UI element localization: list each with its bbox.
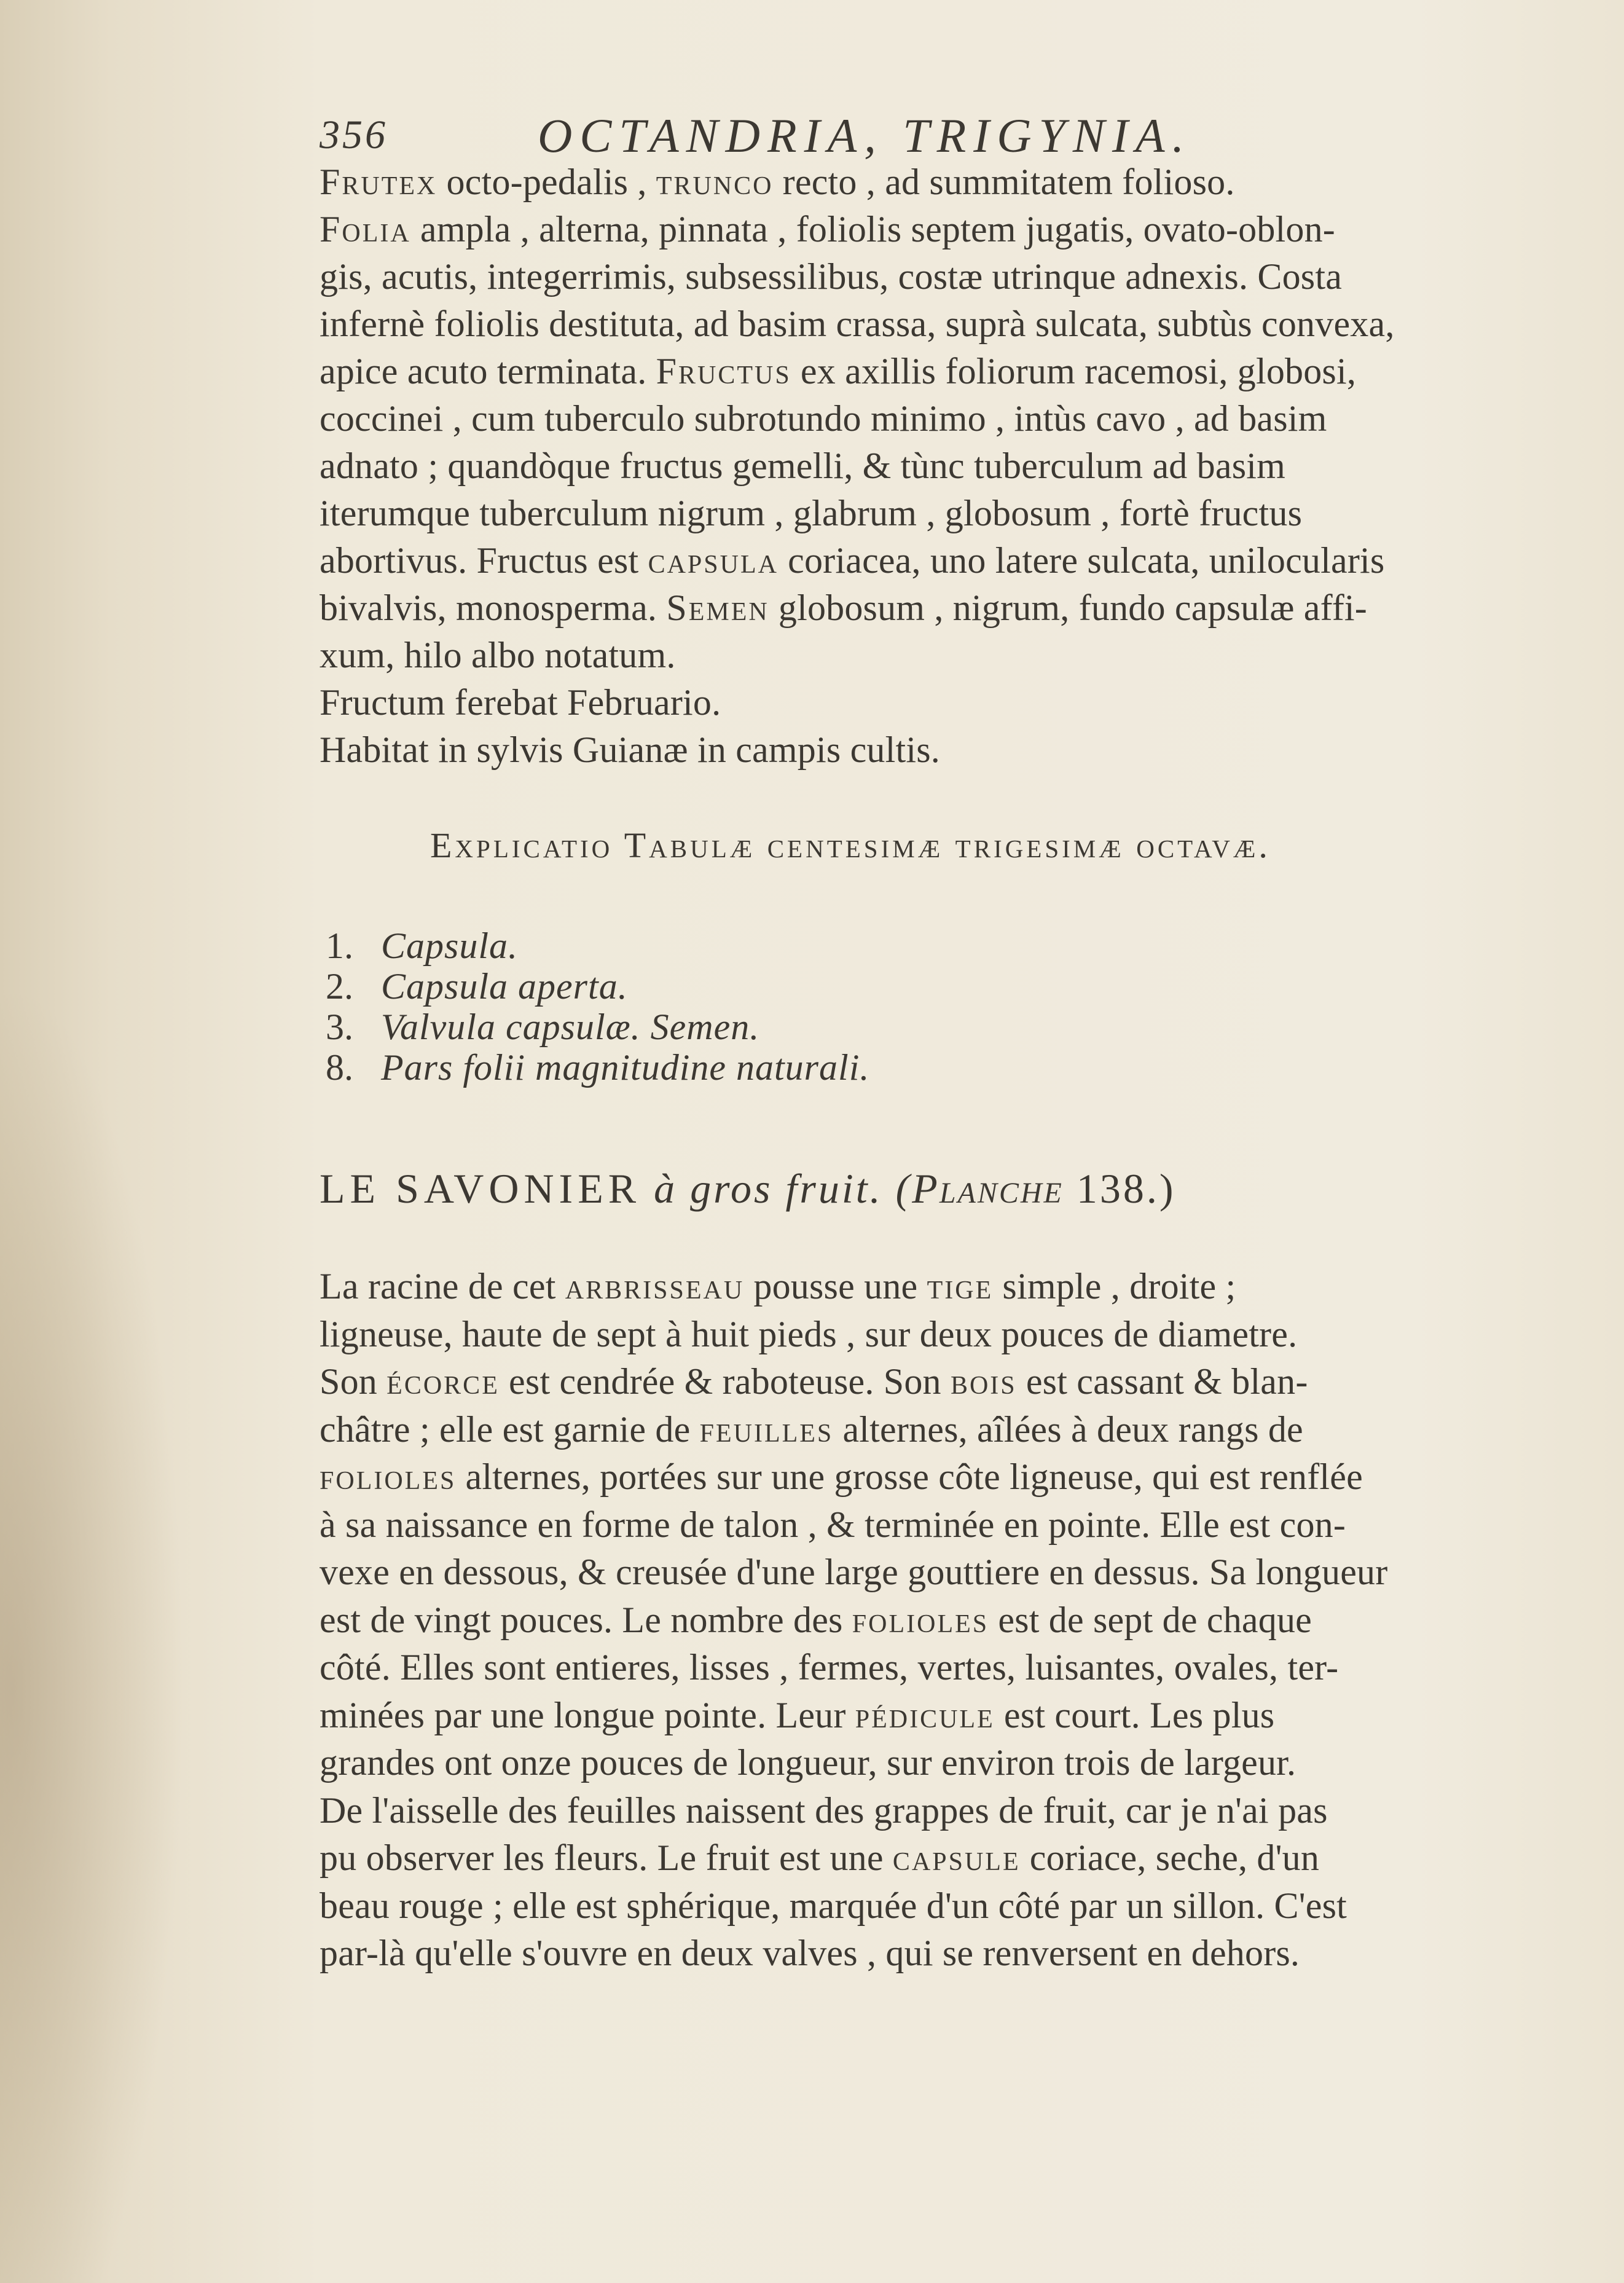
french-title-plate-word: Planche bbox=[912, 1165, 1064, 1212]
latin-line bbox=[320, 584, 1548, 631]
french-text-run: La racine de cet bbox=[320, 1266, 565, 1307]
latin-line bbox=[320, 348, 1548, 395]
french-text-run: beau rouge ; elle est sphérique, marquée d'un côté par un sillon. C'est bbox=[320, 1885, 1347, 1926]
latin-line bbox=[320, 679, 1548, 726]
latin-text-run: xum, hilo albo notatum. bbox=[320, 635, 676, 675]
latin-line bbox=[320, 442, 1548, 489]
french-text-run: est de sept de chaque bbox=[989, 1599, 1312, 1640]
latin-text-run: coriacea, uno latere sulcata, unilocularis bbox=[778, 540, 1385, 581]
latin-line bbox=[320, 632, 1548, 678]
french-title-plate-open: ( bbox=[895, 1165, 912, 1212]
plate-item-number: 1. bbox=[326, 925, 353, 966]
french-text-run: bois bbox=[950, 1361, 1017, 1402]
french-text-run: ligneuse, haute de sept à huit pieds , sur deux pouces de diametre. bbox=[320, 1313, 1298, 1354]
latin-text-run: adnato ; quandòque fructus gemelli, & tùnc tuberculum ad basim bbox=[320, 446, 1285, 486]
plate-item-caption: Capsula aperta. bbox=[381, 966, 628, 1007]
french-text-run: folioles bbox=[852, 1599, 989, 1640]
french-text-run: à sa naissance en forme de talon , & terminée en pointe. Elle est con- bbox=[320, 1504, 1346, 1545]
french-line bbox=[320, 1692, 1548, 1739]
latin-text-run: ampla , alterna, pinnata , foliolis septem jugatis, ovato-oblon- bbox=[410, 209, 1335, 250]
latin-line bbox=[320, 537, 1548, 584]
french-line bbox=[320, 1787, 1548, 1834]
plate-item bbox=[326, 1047, 869, 1089]
french-section-title bbox=[320, 1165, 1176, 1213]
plate-item bbox=[326, 925, 518, 967]
plate-item-caption: Valvula capsulæ. Semen. bbox=[381, 1007, 760, 1047]
french-text-run: alternes, aîlées à deux rangs de bbox=[833, 1409, 1303, 1450]
french-text-run: est cassant & blan- bbox=[1016, 1361, 1308, 1402]
latin-line bbox=[320, 726, 1548, 773]
latin-text-run: infernè foliolis destituta, ad basim crassa, suprà sulcata, subtùs convexa, bbox=[320, 304, 1395, 344]
french-line bbox=[320, 1311, 1548, 1358]
french-line bbox=[320, 1406, 1548, 1453]
latin-text-run: Semen bbox=[666, 587, 769, 628]
french-text-run: par-là qu'elle s'ouvre en deux valves , qui se renversent en dehors. bbox=[320, 1933, 1300, 1973]
french-line bbox=[320, 1501, 1548, 1548]
french-text-run: De l'aisselle des feuilles naissent des grappes de fruit, car je n'ai pas bbox=[320, 1790, 1328, 1831]
latin-text-run: Folia bbox=[320, 209, 411, 250]
latin-text-run: bivalvis, monosperma. bbox=[320, 587, 667, 628]
page-stain bbox=[0, 983, 184, 2283]
french-text-run: arbrisseau bbox=[565, 1266, 745, 1307]
page-number: 356 bbox=[320, 112, 388, 157]
french-line bbox=[320, 1263, 1548, 1310]
french-text-run: est cendrée & raboteuse. Son bbox=[499, 1361, 951, 1402]
french-text-run: tige bbox=[927, 1266, 994, 1307]
french-text-run: côté. Elles sont entieres, lisses , fermes, vertes, luisantes, ovales, ter- bbox=[320, 1647, 1339, 1688]
latin-text-run: ex axillis foliorum racemosi, globosi, bbox=[791, 351, 1357, 391]
plate-item-number: 3. bbox=[326, 1007, 353, 1047]
french-text-run: châtre ; elle est garnie de bbox=[320, 1409, 700, 1450]
latin-text-run: Frutex bbox=[320, 162, 437, 202]
french-text-run: feuilles bbox=[699, 1409, 834, 1450]
latin-text-run: iterumque tuberculum nigrum , glabrum , globosum , fortè fructus bbox=[320, 493, 1303, 533]
french-line bbox=[320, 1597, 1548, 1643]
french-line bbox=[320, 1644, 1548, 1691]
french-line bbox=[320, 1453, 1548, 1500]
latin-text-run: Fructus bbox=[656, 351, 791, 391]
french-text-run: vexe en dessous, & creusée d'une large gouttiere en dessus. Sa longueur bbox=[320, 1552, 1388, 1592]
french-line bbox=[320, 1930, 1548, 1976]
latin-text-run: coccinei , cum tuberculo subrotundo minimo , intùs cavo , ad basim bbox=[320, 398, 1327, 439]
french-text-run: pu observer les fleurs. Le fruit est une bbox=[320, 1837, 893, 1878]
plate-explanation-heading: Explicatio Tabulæ centesimæ trigesimæ octavæ. bbox=[430, 825, 1271, 865]
french-text-run: alternes, portées sur une grosse côte ligneuse, qui est renflée bbox=[456, 1456, 1363, 1497]
plate-item-number: 8. bbox=[326, 1047, 353, 1088]
latin-text-run: gis, acutis, integerrimis, subsessilibus, costæ utrinque adnexis. Costa bbox=[320, 256, 1343, 297]
latin-line bbox=[320, 206, 1548, 253]
plate-item bbox=[326, 1006, 759, 1048]
french-title-plate-number: 138.) bbox=[1076, 1165, 1176, 1212]
plate-item-caption: Pars folii magnitudine naturali. bbox=[381, 1047, 870, 1088]
french-text-run: pédicule bbox=[855, 1694, 995, 1735]
latin-text-run: globosum , nigrum, fundo capsulæ affi- bbox=[769, 587, 1367, 628]
french-line bbox=[320, 1739, 1548, 1786]
latin-text-run: Fructum ferebat Februario. bbox=[320, 682, 721, 723]
french-line bbox=[320, 1549, 1548, 1595]
french-line bbox=[320, 1882, 1548, 1929]
running-title: OCTANDRIA, TRIGYNIA. bbox=[538, 109, 1192, 162]
latin-line bbox=[320, 301, 1548, 347]
french-title-main: LE SAVONIER bbox=[320, 1165, 641, 1212]
french-text-run: simple , droite ; bbox=[993, 1266, 1236, 1307]
latin-text-run: recto , ad summitatem folioso. bbox=[773, 162, 1235, 202]
french-line bbox=[320, 1834, 1548, 1881]
latin-text-run: apice acuto terminata. bbox=[320, 351, 656, 391]
latin-line bbox=[320, 159, 1548, 205]
plate-item bbox=[326, 965, 628, 1008]
french-text-run: coriace, seche, d'un bbox=[1020, 1837, 1320, 1878]
french-text-run: écorce bbox=[386, 1361, 500, 1402]
french-text-run: folioles bbox=[320, 1456, 457, 1497]
french-text-run: est de vingt pouces. Le nombre des bbox=[320, 1599, 852, 1640]
latin-line bbox=[320, 395, 1548, 442]
french-text-run: Son bbox=[320, 1361, 387, 1402]
plate-item-caption: Capsula. bbox=[381, 925, 519, 966]
french-text-run: est court. Les plus bbox=[994, 1694, 1275, 1735]
plate-item-number: 2. bbox=[326, 966, 353, 1007]
latin-text-run: octo-pedalis , bbox=[437, 162, 656, 202]
latin-text-run: capsula bbox=[648, 540, 779, 581]
latin-text-run: trunco bbox=[656, 162, 774, 202]
french-text-run: grandes ont onze pouces de longueur, sur environ trois de largeur. bbox=[320, 1742, 1296, 1783]
latin-text-run: Habitat in sylvis Guianæ in campis cultis. bbox=[320, 729, 940, 770]
latin-line bbox=[320, 490, 1548, 536]
french-text-run: capsule bbox=[892, 1837, 1021, 1878]
french-title-subtitle: à gros fruit. bbox=[654, 1165, 883, 1212]
french-text-run: pousse une bbox=[744, 1266, 927, 1307]
latin-line bbox=[320, 253, 1548, 300]
french-text-run: minées par une longue pointe. Leur bbox=[320, 1694, 855, 1735]
latin-text-run: abortivus. Fructus est bbox=[320, 540, 648, 581]
french-line bbox=[320, 1358, 1548, 1405]
